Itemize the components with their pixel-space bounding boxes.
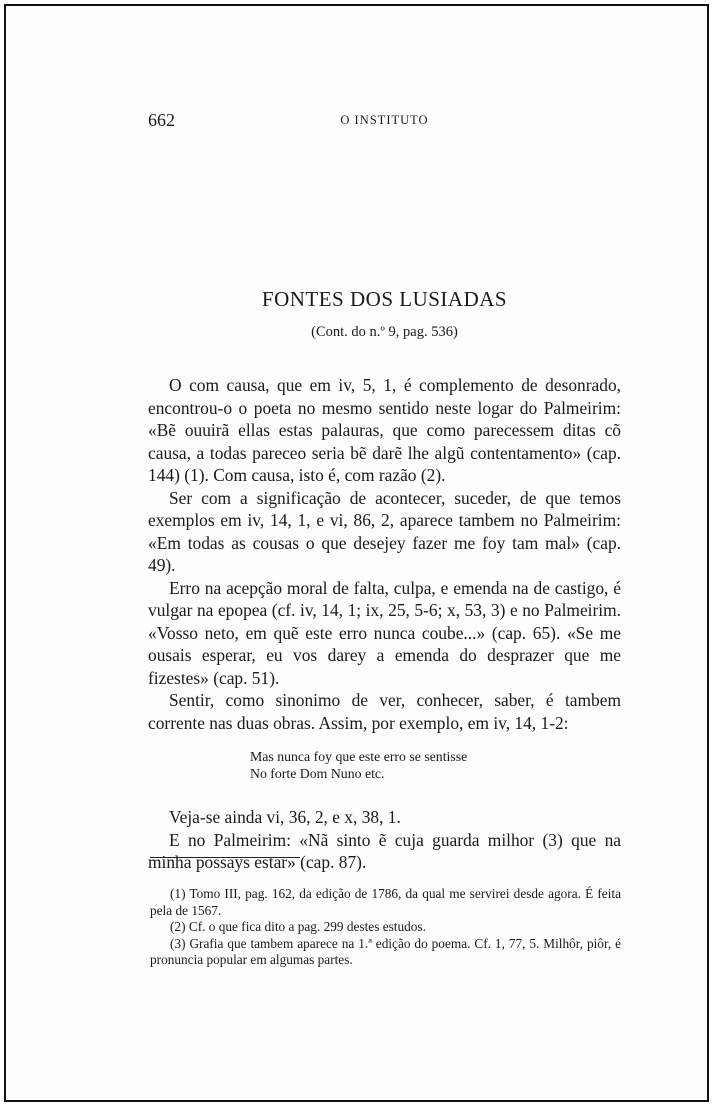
footnote-2: (2) Cf. o que fica dito a pag. 299 destes estudos. xyxy=(170,919,426,934)
footnote-divider xyxy=(150,857,300,858)
footnotes xyxy=(150,886,621,969)
body-text xyxy=(148,374,621,874)
page-header xyxy=(148,110,621,130)
paragraph-erro: Erro na acepção moral de falta, culpa, e emenda na de castigo, é vulgar na epopea (cf. iv, 14, 1; ix, 25, 5-6; x, 53, 3) e no Palmeirim. «Vosso neto, em quẽ este erro nunca coube...» (cap. 65). «Se me ousais esperar, eu vos darey a emenda do desprazer que me fizestes» (cap. 51). xyxy=(148,577,621,688)
running-head: O INSTITUTO xyxy=(340,113,429,127)
footnote-1: (1) Tomo III, pag. 162, da edição de 1786, da qual me servirei desde agora. É feita pela de 1567. xyxy=(150,886,621,918)
article-title: FONTES DOS LUSIADAS xyxy=(261,287,508,311)
footnote-3: (3) Grafia que tambem aparece na 1.ª edição do poema. Cf. 1, 77, 5. Milhôr, piôr, é pronuncia popular em algumas partes. xyxy=(150,935,621,967)
paragraph-sentir: Sentir, como sinonimo de ver, conhecer, saber, é tambem corrente nas duas obras. Assim, por exemplo, em iv, 14, 1-2: xyxy=(148,690,621,733)
quote-line: No forte Dom Nuno etc. xyxy=(250,766,385,781)
paragraph-com-causa: O com causa, que em iv, 5, 1, é complemento de desonrado, encontrou-o o poeta no mesmo sentido neste logar do Palmeirim: «Bẽ ouuirã ellas estas palauras, que como parecessem ditas cõ causa, a todas pareceo seria bẽ darẽ lhe algũ contentamento» (cap. 144) (1). Com causa, isto é, com razão (2). xyxy=(148,375,621,485)
paragraph-ser: Ser com a significação de acontecer, suceder, de que temos exemplos em iv, 14, 1, e vi, 86, 2, aparece tambem no Palmeirim: «Em todas as cousas o que desejey fazer me foy tam mal» (cap. 49). xyxy=(148,487,621,575)
paragraph-veja-se: Veja-se ainda vi, 36, 2, e x, 38, 1. xyxy=(169,807,401,827)
paragraph-palmeirim: E no Palmeirim: «Nã sinto ẽ cuja guarda milhor (3) que na minha possays estar» (cap. 87). xyxy=(148,829,621,872)
document-page xyxy=(4,4,709,1102)
article-continuation: (Cont. do n.º 9, pag. 536) xyxy=(311,324,458,340)
verse-quote xyxy=(250,748,621,782)
page-number: 662 xyxy=(148,110,175,130)
quote-line: Mas nunca foy que este erro se sentisse xyxy=(250,749,468,764)
